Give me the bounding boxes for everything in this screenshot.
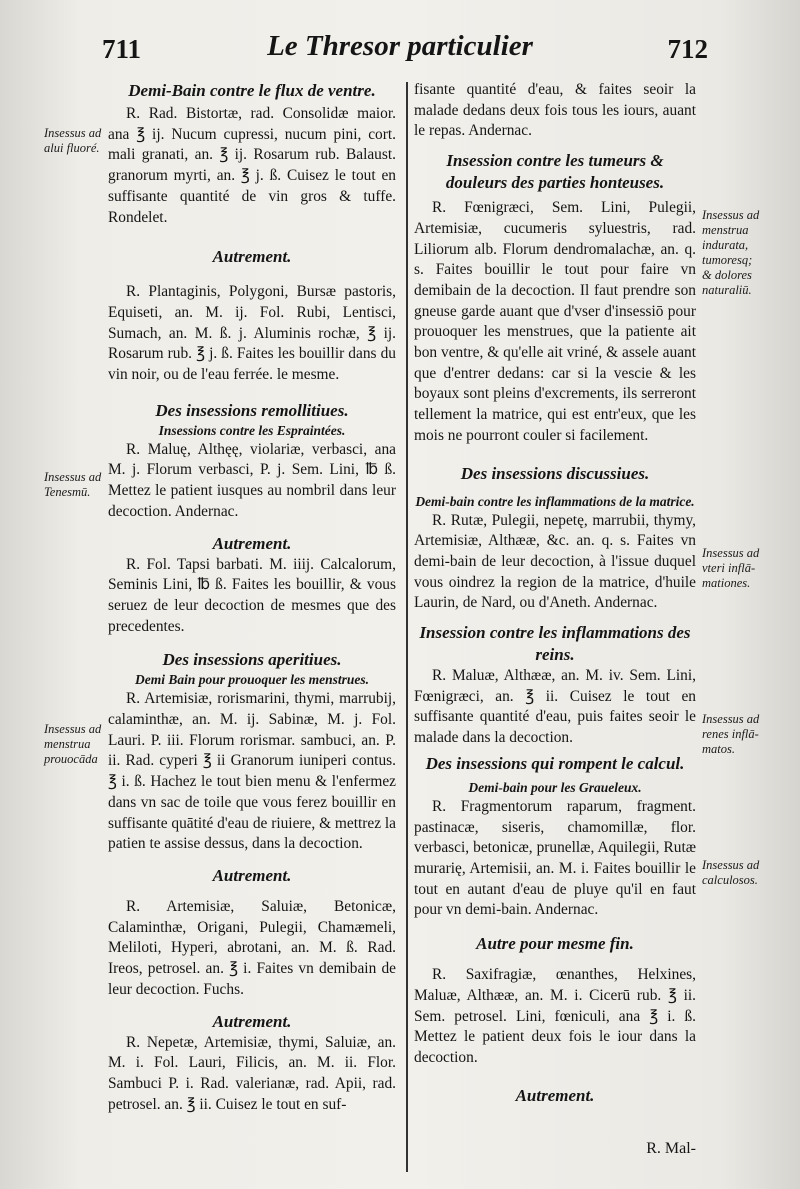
sub-heading: Demi-bain contre les inflammations de la matrice.	[415, 493, 695, 509]
margin-note: Insessus ad Tenesmū.	[44, 470, 102, 499]
section-heading: Autrement.	[212, 533, 292, 553]
section-heading: Demi-Bain contre le flux de ventre.	[128, 81, 376, 100]
paragraph: R. Fœnigræci, Sem. Lini, Pulegii, Artemisiæ, cucumeris syluestris, rad. Liliorum alb. Florum dendromalachæ, an. q. s. Faites bouillir le tout pour faire vn demibain de la decoction. Il faut prendre son gneuse garde auant que d'vser d'insessiō pour prouoquer les menstrues, que la patiente ait bon ventre, & qu'elle ait vriné, & assele auant que d'entrer dedans: car si la vescie & les boyaux sont pleins d'excrements, ils serreront tellement la matrice, qui est entr'eux, que les mois ne pourront couler si facilement.	[414, 199, 696, 444]
paragraph: R. Plantaginis, Polygoni, Bursæ pastoris, Equiseti, an. M. ij. Fol. Rubi, Lentisci, Sumach, an. M. ß. j. Aluminis rochæ, ℥ ij. Rosarum rub. ℥ j. ß. Faites les bouillir dans du vin noir, ou de l'eau ferrée. le mesme.	[108, 283, 396, 384]
section-heading: Autrement.	[212, 1011, 292, 1031]
section-heading: Des insessions aperitiues.	[162, 650, 342, 670]
section-heading: Insession contre les tumeurs & douleurs des parties honteuses.	[445, 151, 665, 193]
sub-heading: Demi-bain pour les Graueleux.	[468, 779, 642, 795]
paragraph: R. Saxifragiæ, œnanthes, Helxines, Maluæ, Althææ, an. M. i. Cicerū rub. ℥ ii. Sem. petrosel. Lini, fœniculi, ana ℥ i. ß. Mettez le patient deux fois le iour dans la decoction.	[414, 966, 696, 1066]
paragraph: fisante quantité d'eau, & faites seoir la malade dedans deux fois tous les iours, auant le repas. Andernac.	[414, 81, 696, 140]
margin-note: Insessus ad menstrua prouocāda	[44, 722, 102, 766]
margin-note: Insessus ad calculosos.	[702, 858, 760, 887]
paragraph: R. Artemisiæ, rorismarini, thymi, marrubij, calaminthæ, an. M. ij. Sabinæ, M. j. Fol. Lauri. P. iii. Florum rorismar. sambuci, an. P. ii. Rad. cyperi ℥ ii Granorum iuniperi contus. ℥ i. ß. Hachez le tout bien menu & l'enfermez dans vn sac de toile que vous ferez bouillir en suffisante quātité d'eau de riuiere, & mettrez la patien te assise dessus, dans la decoction.	[108, 690, 396, 853]
paragraph: R. Artemisiæ, Saluiæ, Betonicæ, Calaminthæ, Origani, Pulegii, Chamæmeli, Meliloti, Hyperi, abrotani, an. M. ß. Rad. Ireos, petrosel. an. ℥ i. Faites vn demibain de leur decoction. Fuchs.	[108, 897, 396, 998]
running-title: Le Thresor particulier	[267, 30, 533, 62]
section-heading: Autre pour mesme fin.	[476, 934, 634, 954]
section-heading: Autrement.	[212, 865, 292, 885]
sub-heading: Insessions contre les Espraintées.	[158, 422, 346, 438]
margin-note: Insessus ad menstrua indurata, tumoresq; & dolores naturaliū.	[702, 208, 760, 297]
right-column	[414, 80, 696, 1107]
paragraph: R. Maluæ, Althææ, an. M. iv. Sem. Lini, Fœnigræci, an. ℥ ii. Cuisez le tout en suffisante quantité d'eau, puis faites seoir le malade dans la decoction.	[414, 667, 696, 747]
margin-note: Insessus ad vteri inflā- mationes.	[702, 546, 760, 590]
section-heading: Autrement.	[212, 247, 292, 267]
margin-note: Insessus ad renes inflā- matos.	[702, 712, 760, 756]
section-heading: Des insessions remollitiues.	[155, 400, 349, 420]
paragraph: R. Fol. Tapsi barbati. M. iiij. Calcalorum, Seminis Lini, ℔ ß. Faites les bouillir, & vous seruez de leur decoction de mesmes que des precedentes.	[108, 555, 396, 635]
section-heading: Autrement.	[515, 1085, 595, 1105]
page-number-left: 711	[102, 34, 142, 64]
section-heading: Insession contre les inflammations des reins.	[419, 623, 691, 665]
paragraph: R. Fragmentorum raparum, fragment. pastinacæ, siseris, chamomillæ, flor. verbasci, betonicæ, prunellæ, Aquilegii, Rutæ murarię, Artemisii, an. M. i. Faites bouillir le tout en autant d'eau de pluye qu'il en faut pour vn demi-bain. Andernac.	[414, 797, 696, 919]
sub-heading: Demi Bain pour prouoquer les menstrues.	[134, 672, 370, 688]
paragraph: R. Maluę, Althęę, violariæ, verbasci, ana M. j. Florum verbasci, P. j. Sem. Lini, ℔ ß. Mettez le patient iusques au nombril dans leur decoction. Andernac.	[108, 440, 396, 520]
left-column	[108, 80, 396, 1115]
page-number-right: 712	[667, 34, 708, 64]
paragraph: R. Rad. Bistortæ, rad. Consolidæ maior. ana ℥ ij. Nucum cupressi, nucum pini, cort. mali granati, an. ℥ ij. Rosarum rub. Balaust. granorum myrti, an. ℥ j. ß. Cuisez le tout en suffisante quantité de vin gros & tuffe. Rondelet.	[108, 105, 396, 226]
section-heading: Des insessions qui rompent le calcul.	[425, 753, 685, 773]
paragraph: R. Nepetæ, Artemisiæ, thymi, Saluiæ, an. M. i. Fol. Lauri, Filicis, an. M. ii. Flor. Sambuci P. i. Rad. valerianæ, rad. Apii, rad. petrosel. an. ℥ ii. Cuisez le tout en suf-	[108, 1033, 396, 1113]
paragraph: R. Rutæ, Pulegii, nepetę, marrubii, thymy, Artemisiæ, Althææ, &c. an. q. s. Faites vn demi-bain de leur decoction, à l'issue duquel vous oindrez la region de la matrice, d'huile Laurin, de Nard, ou d'Aneth. Andernac.	[414, 511, 696, 612]
section-heading: Des insessions discussiues.	[460, 463, 650, 483]
margin-note: Insessus ad alui fluoré.	[44, 126, 102, 155]
column-rule	[406, 82, 408, 1172]
catchword: R. Mal-	[646, 1140, 696, 1157]
